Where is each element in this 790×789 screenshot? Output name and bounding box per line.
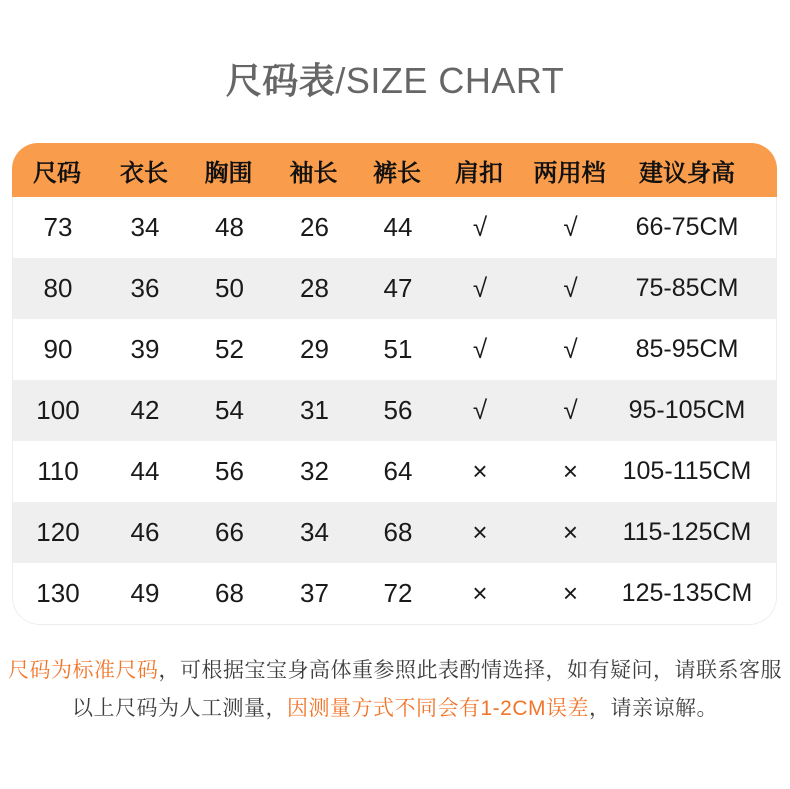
cell-shoulder-button: × xyxy=(472,517,488,547)
note-line-2-post: ，请亲谅解。 xyxy=(589,697,718,720)
column-header-size: 尺码 xyxy=(33,159,81,187)
cell-shoulder-button: × xyxy=(472,456,488,486)
cell-recommended-height: 75-85CM xyxy=(635,274,739,302)
cell-garment-length: 46 xyxy=(130,517,160,547)
cell-dual-use-crotch: √ xyxy=(563,334,578,364)
cell-pants-length: 64 xyxy=(383,456,413,486)
cell-size: 130 xyxy=(36,578,80,608)
cell-garment-length: 49 xyxy=(130,578,160,608)
cell-pants-length: 72 xyxy=(383,578,413,608)
cell-shoulder-button: √ xyxy=(472,273,488,303)
table-row xyxy=(13,197,776,258)
cell-shoulder-button: √ xyxy=(472,212,488,242)
note-line-2 xyxy=(0,690,790,728)
cell-pants-length: 68 xyxy=(383,517,413,547)
table-header-row xyxy=(12,143,777,197)
note-line-1 xyxy=(0,652,790,690)
page-title xyxy=(0,0,790,104)
table-row xyxy=(13,441,776,502)
cell-sleeve-length: 28 xyxy=(300,273,329,303)
cell-recommended-height: 85-95CM xyxy=(635,335,739,363)
cell-sleeve-length: 37 xyxy=(300,578,329,608)
page-title-en: /SIZE CHART xyxy=(335,60,565,101)
cell-chest: 66 xyxy=(215,517,244,547)
column-header-chest: 胸围 xyxy=(204,159,253,187)
table-row xyxy=(13,319,776,380)
table-row xyxy=(13,258,776,319)
cell-dual-use-crotch: √ xyxy=(563,273,578,303)
note-line-1-rest: ，可根据宝宝身高体重参照此表酌情选择，如有疑问，请联系客服 xyxy=(158,659,782,682)
cell-chest: 54 xyxy=(215,395,244,425)
column-header-shoulder-button: 肩扣 xyxy=(455,159,503,187)
cell-garment-length: 44 xyxy=(130,456,160,486)
cell-size: 80 xyxy=(43,273,73,303)
cell-recommended-height: 105-115CM xyxy=(622,457,752,485)
column-header-sleeve-length: 袖长 xyxy=(289,159,338,187)
cell-dual-use-crotch: × xyxy=(562,578,579,608)
table-row xyxy=(13,502,776,563)
cell-dual-use-crotch: √ xyxy=(563,395,578,425)
cell-shoulder-button: × xyxy=(472,578,488,608)
cell-pants-length: 44 xyxy=(383,212,413,242)
cell-shoulder-button: √ xyxy=(472,395,488,425)
cell-garment-length: 39 xyxy=(130,334,160,364)
cell-recommended-height: 125-135CM xyxy=(621,579,753,607)
cell-size: 90 xyxy=(43,334,73,364)
cell-garment-length: 34 xyxy=(130,212,160,242)
footer-note xyxy=(0,652,790,728)
note-line-1-highlight: 尺码为标准尺码 xyxy=(8,659,159,682)
cell-dual-use-crotch: √ xyxy=(563,212,578,242)
cell-sleeve-length: 34 xyxy=(300,517,329,547)
cell-garment-length: 36 xyxy=(130,273,160,303)
cell-size: 100 xyxy=(36,395,80,425)
cell-dual-use-crotch: × xyxy=(562,517,579,547)
column-header-recommended-height: 建议身高 xyxy=(639,159,735,187)
column-header-dual-use-crotch: 两用档 xyxy=(533,159,606,187)
column-header-garment-length: 衣长 xyxy=(120,159,168,187)
table-row xyxy=(13,563,776,624)
cell-sleeve-length: 31 xyxy=(300,395,329,425)
column-header-pants-length: 裤长 xyxy=(373,159,421,187)
size-table xyxy=(12,143,777,625)
cell-chest: 48 xyxy=(215,212,244,242)
cell-chest: 50 xyxy=(215,273,244,303)
cell-size: 120 xyxy=(36,517,80,547)
table-body xyxy=(12,197,777,625)
cell-recommended-height: 115-125CM xyxy=(622,518,752,546)
note-line-2-highlight: 因测量方式不同会有1-2CM误差 xyxy=(286,697,589,720)
table-row xyxy=(13,380,776,441)
cell-size: 73 xyxy=(43,212,73,242)
cell-chest: 56 xyxy=(215,456,244,486)
cell-garment-length: 42 xyxy=(130,395,160,425)
page-title-zh: 尺码表 xyxy=(225,60,336,101)
cell-sleeve-length: 29 xyxy=(300,334,329,364)
cell-dual-use-crotch: × xyxy=(562,456,579,486)
cell-size: 110 xyxy=(37,456,79,486)
cell-recommended-height: 95-105CM xyxy=(628,396,746,424)
cell-pants-length: 51 xyxy=(383,334,413,364)
cell-sleeve-length: 26 xyxy=(300,212,329,242)
cell-chest: 68 xyxy=(215,578,244,608)
cell-shoulder-button: √ xyxy=(472,334,488,364)
cell-chest: 52 xyxy=(215,334,244,364)
cell-pants-length: 47 xyxy=(383,273,413,303)
cell-recommended-height: 66-75CM xyxy=(635,213,739,241)
cell-sleeve-length: 32 xyxy=(300,456,329,486)
note-line-2-pre: 以上尺码为人工测量， xyxy=(71,697,287,720)
cell-pants-length: 56 xyxy=(383,395,413,425)
